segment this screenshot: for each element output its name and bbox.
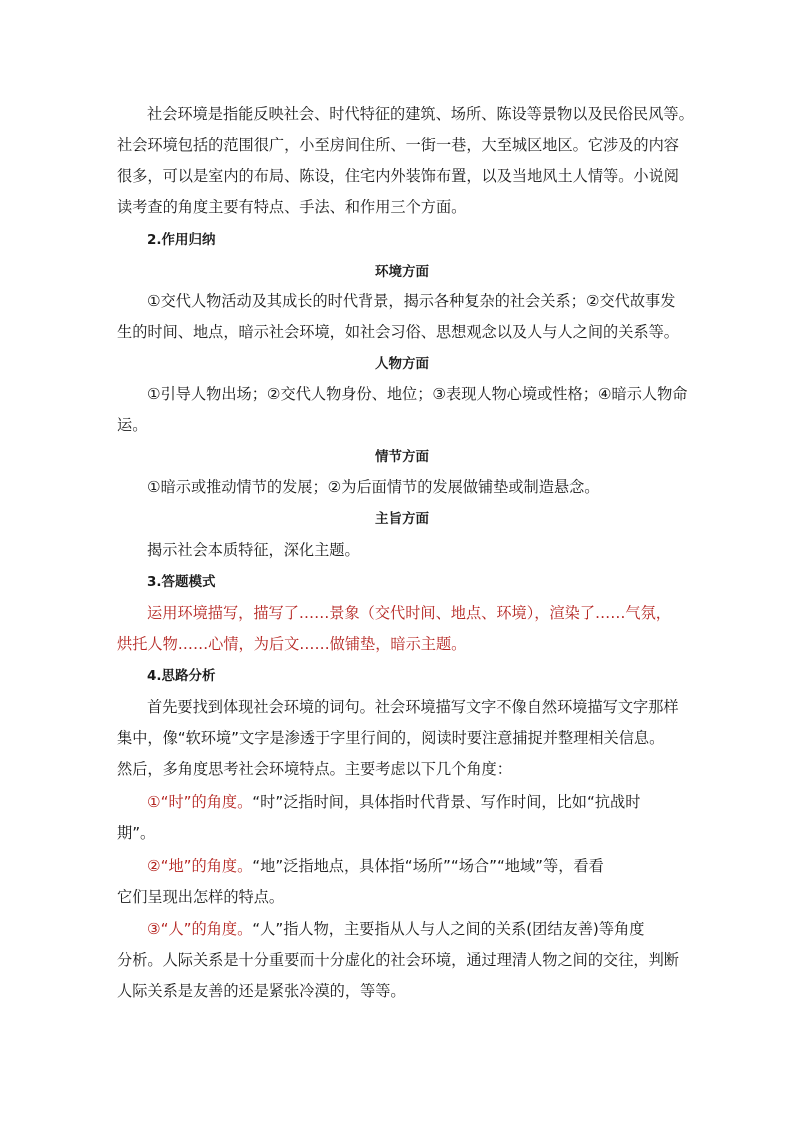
person-line: ①引导人物出场；②交代人物身份、地位；③表现人物心境或性格；④暗示人物命 [147, 385, 688, 403]
environment-line: 生的时间、地点，暗示社会环境，如社会习俗、思想观念以及人与人之间的关系等。 [117, 323, 679, 341]
subheading-environment: 环境方面 [375, 264, 429, 280]
theme-line: 揭示社会本质特征，深化主题。 [147, 541, 360, 559]
angle-person [147, 919, 687, 939]
answer-template-line: 烘托人物……心情，为后文……做铺垫，暗示主题。 [117, 635, 467, 653]
intro-line: 社会环境是指能反映社会、时代特征的建筑、场所、陈设等景物以及民俗民风等。 [147, 105, 694, 123]
angle-time [147, 792, 687, 812]
angle-text: “地”泛指地点，具体指“场所”“场合”“地域”等，看看 [252, 857, 604, 875]
person-line: 运。 [117, 416, 148, 434]
subheading-theme: 主旨方面 [375, 511, 429, 527]
section-title-2: 2.作用归纳 [147, 232, 216, 248]
intro-line: 很多，可以是室内的布局、陈设，住宅内外装饰布置，以及当地风土人情等。小说阅 [117, 167, 679, 185]
angle-line: 分析。人际关系是十分重要而十分虚化的社会环境，通过理清人物之间的交往，判断 [117, 951, 679, 969]
answer-template-line: 运用环境描写，描写了……景象（交代时间、地点、环境），渲染了……气氛， [147, 604, 671, 622]
analysis-line: 集中，像“软环境”文字是渗透于字里行间的，阅读时要注意捕捉并整理相关信息。 [117, 729, 665, 747]
intro-line: 社会环境包括的范围很广，小至房间住所、一街一巷，大至城区地区。它涉及的内容 [117, 136, 679, 154]
angle-label: ③“人”的角度。 [147, 920, 253, 938]
plot-line: ①暗示或推动情节的发展；②为后面情节的发展做铺垫或制造悬念。 [147, 478, 600, 496]
angle-line: 人际关系是友善的还是紧张冷漠的，等等。 [117, 982, 406, 1000]
angle-label: ①“时”的角度。 [147, 793, 253, 811]
angle-place [147, 856, 687, 876]
angle-text: “时”泛指时间，具体指时代背景、写作时间，比如“抗战时 [252, 793, 641, 811]
subheading-plot: 情节方面 [375, 449, 429, 465]
environment-line: ①交代人物活动及其成长的时代背景，揭示各种复杂的社会关系；②交代故事发 [147, 292, 676, 310]
analysis-line: 首先要找到体现社会环境的词句。社会环境描写文字不像自然环境描写文字那样 [147, 698, 679, 716]
angle-label: ②“地”的角度。 [147, 857, 253, 875]
angle-line: 期”。 [117, 824, 156, 842]
section-title-4: 4.思路分析 [147, 668, 216, 684]
section-title-3: 3.答题模式 [147, 574, 216, 590]
subheading-person: 人物方面 [375, 356, 429, 372]
analysis-line: 然后，多角度思考社会环境特点。主要考虑以下几个角度： [117, 760, 512, 778]
intro-line: 读考查的角度主要有特点、手法、和作用三个方面。 [117, 198, 467, 216]
angle-text: “人”指人物，主要指从人与人之间的关系(团结友善)等角度 [252, 920, 645, 938]
angle-line: 它们呈现出怎样的特点。 [117, 888, 285, 906]
